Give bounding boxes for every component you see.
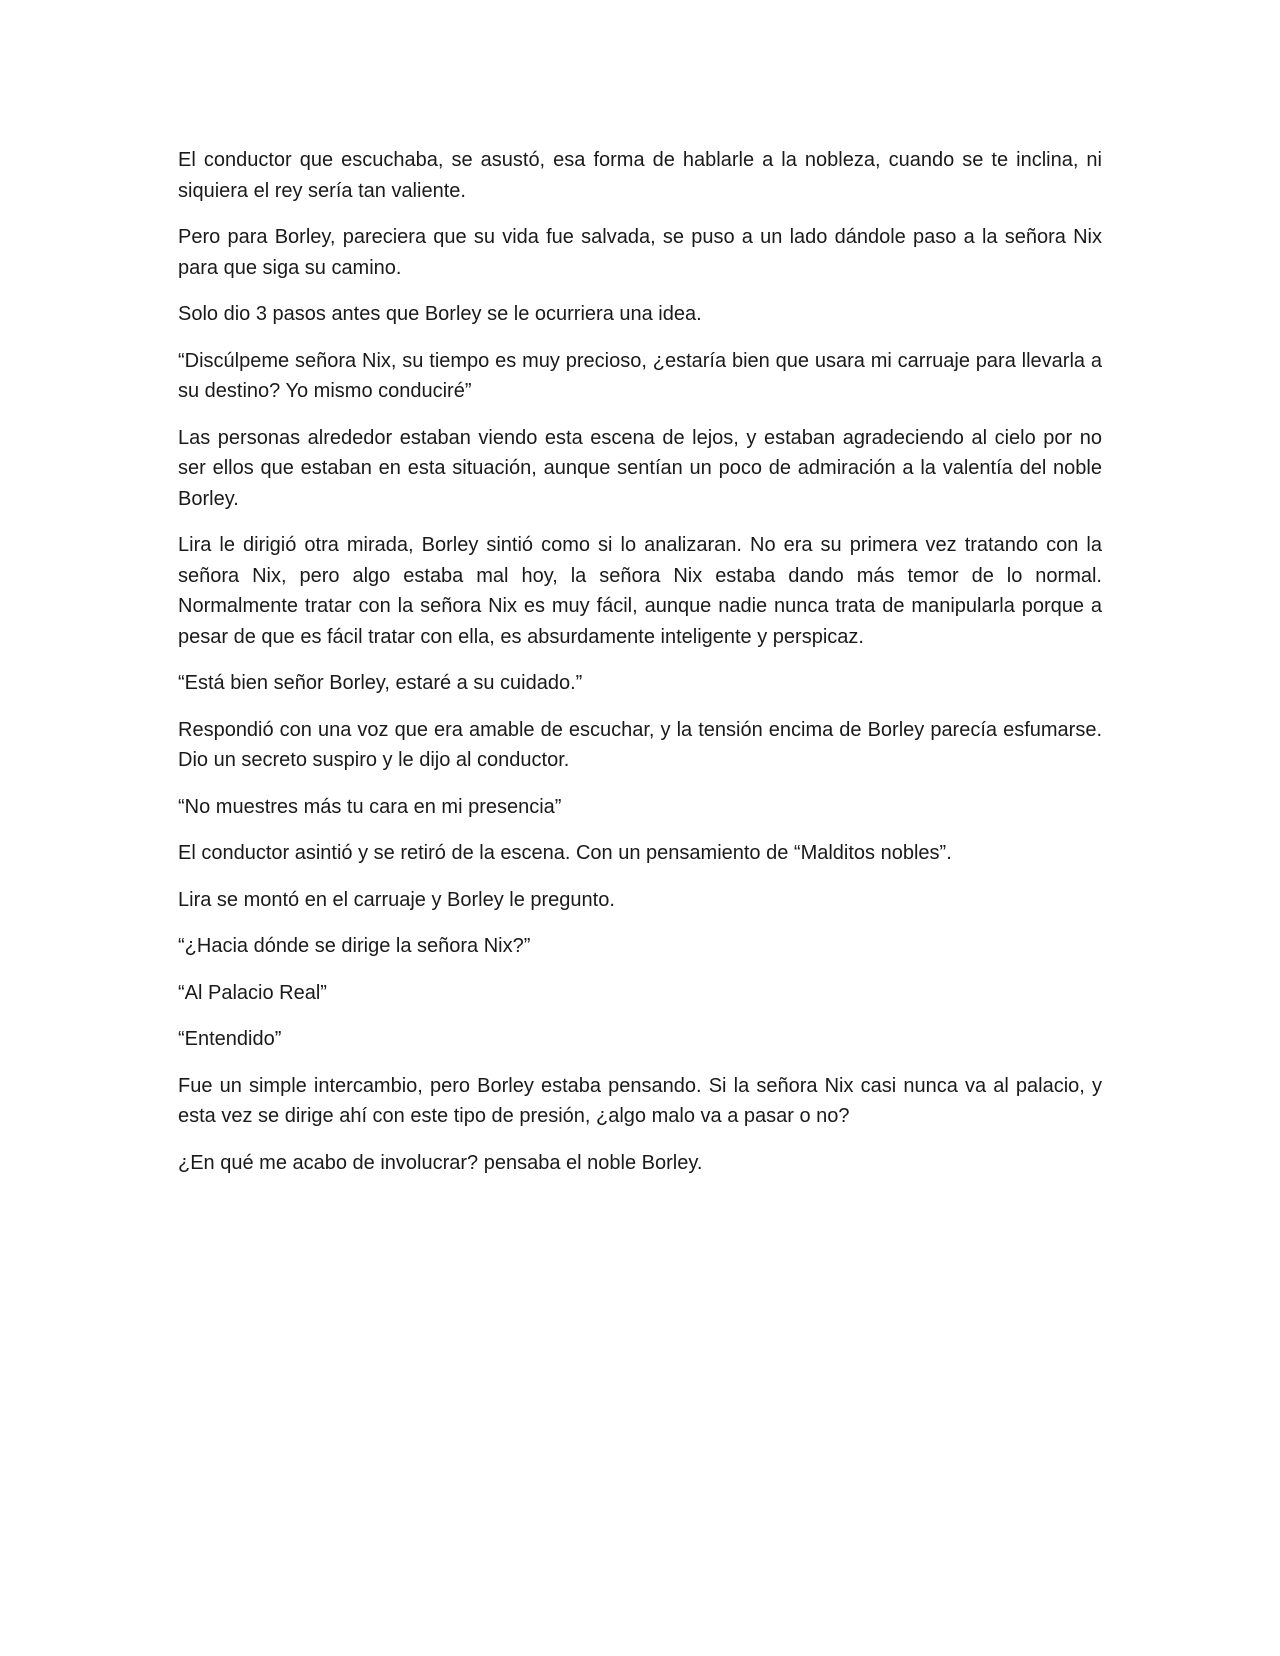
paragraph: “¿Hacia dónde se dirige la señora Nix?” bbox=[178, 935, 531, 957]
document-body bbox=[178, 145, 1102, 1194]
paragraph: “Discúlpeme señora Nix, su tiempo es muy precioso, ¿estaría bien que usara mi carruaje para llevarla a su destino? Yo mismo conduciré” bbox=[178, 349, 1102, 402]
paragraph: “No muestres más tu cara en mi presencia” bbox=[178, 795, 562, 818]
paragraph: “Está bien señor Borley, estaré a su cuidado.” bbox=[178, 672, 583, 694]
paragraph: Fue un simple intercambio, pero Borley estaba pensando. Si la señora Nix casi nunca va al palacio, y esta vez se dirige ahí con este tipo de presión, ¿algo malo va a pasar o no? bbox=[178, 1074, 1102, 1127]
paragraph: Lira se montó en el carruaje y Borley le pregunto. bbox=[178, 888, 615, 911]
paragraph: El conductor asintió y se retiró de la escena. Con un pensamiento de “Malditos nobles”. bbox=[178, 842, 952, 864]
paragraph: Solo dio 3 pasos antes que Borley se le ocurriera una idea. bbox=[178, 303, 702, 325]
paragraph: Las personas alrededor estaban viendo esta escena de lejos, y estaban agradeciendo al cielo por no ser ellos que estaban en esta situación, aunque sentían un poco de admiración a la valentía del noble Borley. bbox=[178, 426, 1102, 510]
paragraph: Lira le dirigió otra mirada, Borley sintió como si lo analizaran. No era su primera vez tratando con la señora Nix, pero algo estaba mal hoy, la señora Nix estaba dando más temor de lo normal. Normalmente tratar con la señora Nix es muy fácil, aunque nadie nunca trata de manipularla porque a pesar de que es fácil tratar con ella, es absurdamente inteligente y perspicaz. bbox=[178, 534, 1102, 648]
paragraph: El conductor que escuchaba, se asustó, esa forma de hablarle a la nobleza, cuando se te inclina, ni siquiera el rey sería tan valiente. bbox=[178, 149, 1102, 202]
paragraph: “Al Palacio Real” bbox=[178, 981, 327, 1004]
paragraph: Pero para Borley, pareciera que su vida fue salvada, se puso a un lado dándole paso a la señora Nix para que siga su camino. bbox=[178, 226, 1102, 279]
paragraph: ¿En qué me acabo de involucrar? pensaba el noble Borley. bbox=[178, 1151, 703, 1174]
paragraph: “Entendido” bbox=[178, 1028, 282, 1050]
paragraph: Respondió con una voz que era amable de escuchar, y la tensión encima de Borley parecía esfumarse. Dio un secreto suspiro y le dijo al conductor. bbox=[178, 718, 1102, 771]
